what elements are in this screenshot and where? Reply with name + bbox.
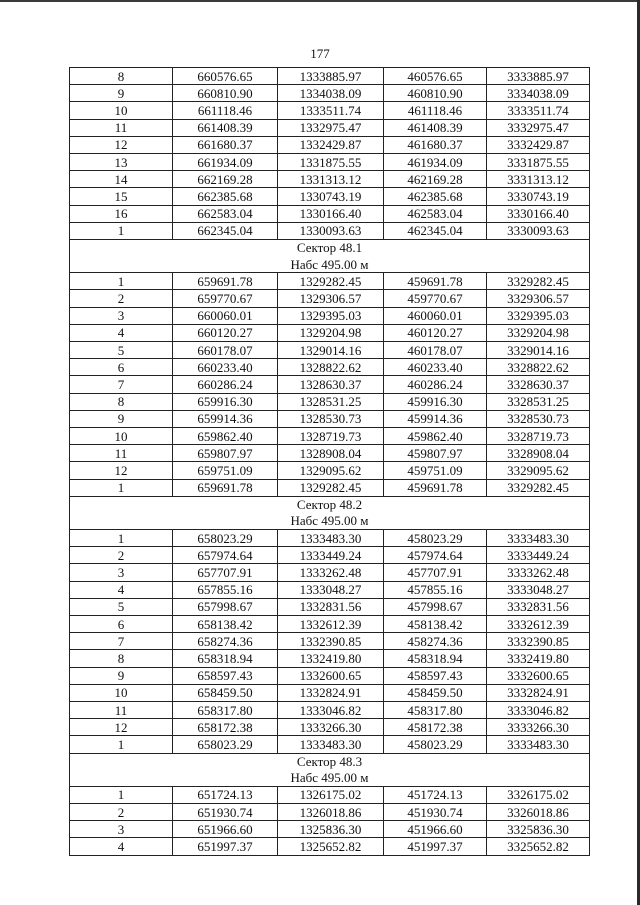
- y2-coord-cell: 3332975.47: [487, 119, 590, 136]
- x2-coord-cell: 459862.40: [384, 427, 487, 444]
- y-coord-cell: 1328908.04: [278, 445, 384, 462]
- y2-coord-cell: 3330093.63: [487, 222, 590, 239]
- x-coord-cell: 659751.09: [173, 462, 278, 479]
- y-coord-cell: 1333885.97: [278, 68, 384, 85]
- y-coord-cell: 1332824.91: [278, 684, 384, 701]
- x-coord-cell: 658459.50: [173, 684, 278, 701]
- x-coord-cell: 657998.67: [173, 598, 278, 615]
- y2-coord-cell: 3329282.45: [487, 273, 590, 290]
- point-number-cell: 13: [70, 153, 173, 170]
- x-coord-cell: 658172.38: [173, 719, 278, 736]
- x2-coord-cell: 457855.16: [384, 581, 487, 598]
- y-coord-cell: 1332831.56: [278, 598, 384, 615]
- y-coord-cell: 1328719.73: [278, 427, 384, 444]
- x-coord-cell: 657855.16: [173, 581, 278, 598]
- point-number-cell: 1: [70, 530, 173, 547]
- x-coord-cell: 657707.91: [173, 564, 278, 581]
- y-coord-cell: 1333266.30: [278, 719, 384, 736]
- x-coord-cell: 651930.74: [173, 804, 278, 821]
- table-row: [70, 290, 590, 307]
- y-coord-cell: 1330166.40: [278, 205, 384, 222]
- x2-coord-cell: 459691.78: [384, 273, 487, 290]
- y-coord-cell: 1332612.39: [278, 616, 384, 633]
- x-coord-cell: 659862.40: [173, 427, 278, 444]
- y2-coord-cell: 3328630.37: [487, 376, 590, 393]
- y-coord-cell: 1329282.45: [278, 479, 384, 496]
- y-coord-cell: 1333046.82: [278, 701, 384, 718]
- y2-coord-cell: 3328908.04: [487, 445, 590, 462]
- x-coord-cell: 658023.29: [173, 530, 278, 547]
- x-coord-cell: 661934.09: [173, 153, 278, 170]
- x-coord-cell: 651997.37: [173, 838, 278, 855]
- x-coord-cell: 651724.13: [173, 786, 278, 803]
- table-row: [70, 359, 590, 376]
- y-coord-cell: 1328530.73: [278, 410, 384, 427]
- point-number-cell: 10: [70, 102, 173, 119]
- y2-coord-cell: 3332824.91: [487, 684, 590, 701]
- y2-coord-cell: 3326175.02: [487, 786, 590, 803]
- y2-coord-cell: 3329095.62: [487, 462, 590, 479]
- point-number-cell: 11: [70, 119, 173, 136]
- sector-title: Сектор 48.1: [70, 239, 590, 256]
- y-coord-cell: 1326175.02: [278, 786, 384, 803]
- x2-coord-cell: 460286.24: [384, 376, 487, 393]
- x-coord-cell: 661118.46: [173, 102, 278, 119]
- x2-coord-cell: 459751.09: [384, 462, 487, 479]
- x2-coord-cell: 460810.90: [384, 85, 487, 102]
- point-number-cell: 2: [70, 547, 173, 564]
- sector-height-row: [70, 513, 590, 530]
- table-row: [70, 821, 590, 838]
- point-number-cell: 9: [70, 410, 173, 427]
- x2-coord-cell: 460120.27: [384, 324, 487, 341]
- x2-coord-cell: 458317.80: [384, 701, 487, 718]
- y-coord-cell: 1333048.27: [278, 581, 384, 598]
- table-row: [70, 324, 590, 341]
- table-row: [70, 838, 590, 855]
- x-coord-cell: 661680.37: [173, 136, 278, 153]
- coordinates-table-body: [70, 68, 590, 856]
- x2-coord-cell: 457707.91: [384, 564, 487, 581]
- table-row: [70, 719, 590, 736]
- x-coord-cell: 660286.24: [173, 376, 278, 393]
- point-number-cell: 2: [70, 804, 173, 821]
- point-number-cell: 3: [70, 564, 173, 581]
- table-row: [70, 598, 590, 615]
- x-coord-cell: 658597.43: [173, 667, 278, 684]
- x2-coord-cell: 459770.67: [384, 290, 487, 307]
- point-number-cell: 4: [70, 581, 173, 598]
- table-row: [70, 68, 590, 85]
- table-row: [70, 667, 590, 684]
- point-number-cell: 6: [70, 359, 173, 376]
- x-coord-cell: 659691.78: [173, 273, 278, 290]
- x2-coord-cell: 458138.42: [384, 616, 487, 633]
- x2-coord-cell: 460060.01: [384, 307, 487, 324]
- y-coord-cell: 1332390.85: [278, 633, 384, 650]
- y-coord-cell: 1328531.25: [278, 393, 384, 410]
- table-row: [70, 102, 590, 119]
- point-number-cell: 11: [70, 445, 173, 462]
- y-coord-cell: 1332419.80: [278, 650, 384, 667]
- y2-coord-cell: 3329014.16: [487, 342, 590, 359]
- y-coord-cell: 1331313.12: [278, 171, 384, 188]
- table-row: [70, 650, 590, 667]
- y2-coord-cell: 3333449.24: [487, 547, 590, 564]
- point-number-cell: 4: [70, 324, 173, 341]
- x2-coord-cell: 461934.09: [384, 153, 487, 170]
- y2-coord-cell: 3325836.30: [487, 821, 590, 838]
- point-number-cell: 5: [70, 598, 173, 615]
- point-number-cell: 10: [70, 684, 173, 701]
- table-row: [70, 342, 590, 359]
- table-row: [70, 445, 590, 462]
- coordinates-table: [69, 67, 590, 856]
- x-coord-cell: 659691.78: [173, 479, 278, 496]
- y-coord-cell: 1333483.30: [278, 736, 384, 753]
- x-coord-cell: 659770.67: [173, 290, 278, 307]
- x-coord-cell: 662345.04: [173, 222, 278, 239]
- y2-coord-cell: 3333885.97: [487, 68, 590, 85]
- table-row: [70, 376, 590, 393]
- y-coord-cell: 1329306.57: [278, 290, 384, 307]
- x2-coord-cell: 457974.64: [384, 547, 487, 564]
- x2-coord-cell: 458023.29: [384, 530, 487, 547]
- y2-coord-cell: 3333048.27: [487, 581, 590, 598]
- y-coord-cell: 1325836.30: [278, 821, 384, 838]
- table-row: [70, 479, 590, 496]
- scan-border-top: [0, 0, 640, 2]
- x-coord-cell: 658138.42: [173, 616, 278, 633]
- y2-coord-cell: 3332429.87: [487, 136, 590, 153]
- x-coord-cell: 659916.30: [173, 393, 278, 410]
- y-coord-cell: 1333262.48: [278, 564, 384, 581]
- x-coord-cell: 660810.90: [173, 85, 278, 102]
- y2-coord-cell: 3332600.65: [487, 667, 590, 684]
- y2-coord-cell: 3330743.19: [487, 188, 590, 205]
- y2-coord-cell: 3332612.39: [487, 616, 590, 633]
- y2-coord-cell: 3332831.56: [487, 598, 590, 615]
- x2-coord-cell: 462345.04: [384, 222, 487, 239]
- x-coord-cell: 662385.68: [173, 188, 278, 205]
- y2-coord-cell: 3333483.30: [487, 736, 590, 753]
- table-row: [70, 85, 590, 102]
- table-row: [70, 786, 590, 803]
- table-row: [70, 153, 590, 170]
- x2-coord-cell: 461680.37: [384, 136, 487, 153]
- point-number-cell: 7: [70, 376, 173, 393]
- x2-coord-cell: 459691.78: [384, 479, 487, 496]
- y-coord-cell: 1333511.74: [278, 102, 384, 119]
- point-number-cell: 8: [70, 650, 173, 667]
- y-coord-cell: 1332429.87: [278, 136, 384, 153]
- table-row: [70, 581, 590, 598]
- y2-coord-cell: 3332390.85: [487, 633, 590, 650]
- y2-coord-cell: 3329306.57: [487, 290, 590, 307]
- x2-coord-cell: 451997.37: [384, 838, 487, 855]
- x-coord-cell: 658318.94: [173, 650, 278, 667]
- table-row: [70, 462, 590, 479]
- x-coord-cell: 658023.29: [173, 736, 278, 753]
- x2-coord-cell: 458318.94: [384, 650, 487, 667]
- table-row: [70, 701, 590, 718]
- point-number-cell: 10: [70, 427, 173, 444]
- y2-coord-cell: 3333046.82: [487, 701, 590, 718]
- y-coord-cell: 1326018.86: [278, 804, 384, 821]
- sector-height: Набс 495.00 м: [70, 513, 590, 530]
- y-coord-cell: 1331875.55: [278, 153, 384, 170]
- y2-coord-cell: 3333266.30: [487, 719, 590, 736]
- y-coord-cell: 1329282.45: [278, 273, 384, 290]
- table-row: [70, 410, 590, 427]
- sector-height: Набс 495.00 м: [70, 256, 590, 273]
- y-coord-cell: 1329014.16: [278, 342, 384, 359]
- y2-coord-cell: 3331313.12: [487, 171, 590, 188]
- sector-height-row: [70, 256, 590, 273]
- x2-coord-cell: 459916.30: [384, 393, 487, 410]
- y2-coord-cell: 3331875.55: [487, 153, 590, 170]
- y2-coord-cell: 3326018.86: [487, 804, 590, 821]
- x-coord-cell: 660120.27: [173, 324, 278, 341]
- y2-coord-cell: 3328719.73: [487, 427, 590, 444]
- point-number-cell: 3: [70, 307, 173, 324]
- x-coord-cell: 661408.39: [173, 119, 278, 136]
- x2-coord-cell: 451724.13: [384, 786, 487, 803]
- x2-coord-cell: 459914.36: [384, 410, 487, 427]
- point-number-cell: 1: [70, 273, 173, 290]
- point-number-cell: 8: [70, 68, 173, 85]
- x2-coord-cell: 451966.60: [384, 821, 487, 838]
- x2-coord-cell: 461408.39: [384, 119, 487, 136]
- point-number-cell: 14: [70, 171, 173, 188]
- x-coord-cell: 660178.07: [173, 342, 278, 359]
- table-row: [70, 804, 590, 821]
- x-coord-cell: 651966.60: [173, 821, 278, 838]
- x2-coord-cell: 462385.68: [384, 188, 487, 205]
- point-number-cell: 3: [70, 821, 173, 838]
- table-row: [70, 307, 590, 324]
- sector-title-row: [70, 496, 590, 513]
- table-row: [70, 684, 590, 701]
- y-coord-cell: 1328630.37: [278, 376, 384, 393]
- y2-coord-cell: 3330166.40: [487, 205, 590, 222]
- y-coord-cell: 1333483.30: [278, 530, 384, 547]
- table-row: [70, 530, 590, 547]
- x2-coord-cell: 462169.28: [384, 171, 487, 188]
- x2-coord-cell: 462583.04: [384, 205, 487, 222]
- x-coord-cell: 660576.65: [173, 68, 278, 85]
- sector-height: Набс 495.00 м: [70, 770, 590, 787]
- point-number-cell: 4: [70, 838, 173, 855]
- table-row: [70, 564, 590, 581]
- x2-coord-cell: 457998.67: [384, 598, 487, 615]
- point-number-cell: 12: [70, 719, 173, 736]
- point-number-cell: 11: [70, 701, 173, 718]
- point-number-cell: 12: [70, 462, 173, 479]
- y2-coord-cell: 3332419.80: [487, 650, 590, 667]
- point-number-cell: 1: [70, 786, 173, 803]
- x2-coord-cell: 451930.74: [384, 804, 487, 821]
- x2-coord-cell: 458459.50: [384, 684, 487, 701]
- point-number-cell: 8: [70, 393, 173, 410]
- y-coord-cell: 1330743.19: [278, 188, 384, 205]
- table-row: [70, 273, 590, 290]
- y-coord-cell: 1332600.65: [278, 667, 384, 684]
- x2-coord-cell: 458023.29: [384, 736, 487, 753]
- sector-title-row: [70, 239, 590, 256]
- y2-coord-cell: 3329282.45: [487, 479, 590, 496]
- point-number-cell: 9: [70, 85, 173, 102]
- y-coord-cell: 1328822.62: [278, 359, 384, 376]
- y2-coord-cell: 3328530.73: [487, 410, 590, 427]
- table-row: [70, 736, 590, 753]
- point-number-cell: 2: [70, 290, 173, 307]
- point-number-cell: 1: [70, 479, 173, 496]
- y-coord-cell: 1333449.24: [278, 547, 384, 564]
- y2-coord-cell: 3329395.03: [487, 307, 590, 324]
- x2-coord-cell: 460576.65: [384, 68, 487, 85]
- table-row: [70, 222, 590, 239]
- point-number-cell: 7: [70, 633, 173, 650]
- x2-coord-cell: 460233.40: [384, 359, 487, 376]
- x-coord-cell: 658274.36: [173, 633, 278, 650]
- point-number-cell: 6: [70, 616, 173, 633]
- table-row: [70, 633, 590, 650]
- table-row: [70, 136, 590, 153]
- point-number-cell: 9: [70, 667, 173, 684]
- y-coord-cell: 1334038.09: [278, 85, 384, 102]
- y2-coord-cell: 3334038.09: [487, 85, 590, 102]
- y2-coord-cell: 3333483.30: [487, 530, 590, 547]
- point-number-cell: 5: [70, 342, 173, 359]
- table-row: [70, 171, 590, 188]
- x2-coord-cell: 458274.36: [384, 633, 487, 650]
- y2-coord-cell: 3328531.25: [487, 393, 590, 410]
- x-coord-cell: 662583.04: [173, 205, 278, 222]
- y2-coord-cell: 3328822.62: [487, 359, 590, 376]
- y-coord-cell: 1330093.63: [278, 222, 384, 239]
- table-row: [70, 547, 590, 564]
- y2-coord-cell: 3333511.74: [487, 102, 590, 119]
- sector-height-row: [70, 770, 590, 787]
- sector-title: Сектор 48.2: [70, 496, 590, 513]
- x-coord-cell: 658317.80: [173, 701, 278, 718]
- table-row: [70, 427, 590, 444]
- point-number-cell: 16: [70, 205, 173, 222]
- x-coord-cell: 660233.40: [173, 359, 278, 376]
- y2-coord-cell: 3325652.82: [487, 838, 590, 855]
- x2-coord-cell: 459807.97: [384, 445, 487, 462]
- x2-coord-cell: 461118.46: [384, 102, 487, 119]
- x2-coord-cell: 458172.38: [384, 719, 487, 736]
- point-number-cell: 15: [70, 188, 173, 205]
- y-coord-cell: 1329204.98: [278, 324, 384, 341]
- x-coord-cell: 662169.28: [173, 171, 278, 188]
- table-row: [70, 616, 590, 633]
- y-coord-cell: 1325652.82: [278, 838, 384, 855]
- point-number-cell: 12: [70, 136, 173, 153]
- table-row: [70, 205, 590, 222]
- x-coord-cell: 659807.97: [173, 445, 278, 462]
- x-coord-cell: 657974.64: [173, 547, 278, 564]
- x-coord-cell: 660060.01: [173, 307, 278, 324]
- x2-coord-cell: 458597.43: [384, 667, 487, 684]
- y-coord-cell: 1332975.47: [278, 119, 384, 136]
- y2-coord-cell: 3333262.48: [487, 564, 590, 581]
- table-row: [70, 119, 590, 136]
- page-number: 177: [310, 46, 330, 61]
- table-row: [70, 188, 590, 205]
- x2-coord-cell: 460178.07: [384, 342, 487, 359]
- table-row: [70, 393, 590, 410]
- point-number-cell: 1: [70, 222, 173, 239]
- point-number-cell: 1: [70, 736, 173, 753]
- y-coord-cell: 1329395.03: [278, 307, 384, 324]
- sector-title: Сектор 48.3: [70, 753, 590, 770]
- y-coord-cell: 1329095.62: [278, 462, 384, 479]
- y2-coord-cell: 3329204.98: [487, 324, 590, 341]
- sector-title-row: [70, 753, 590, 770]
- x-coord-cell: 659914.36: [173, 410, 278, 427]
